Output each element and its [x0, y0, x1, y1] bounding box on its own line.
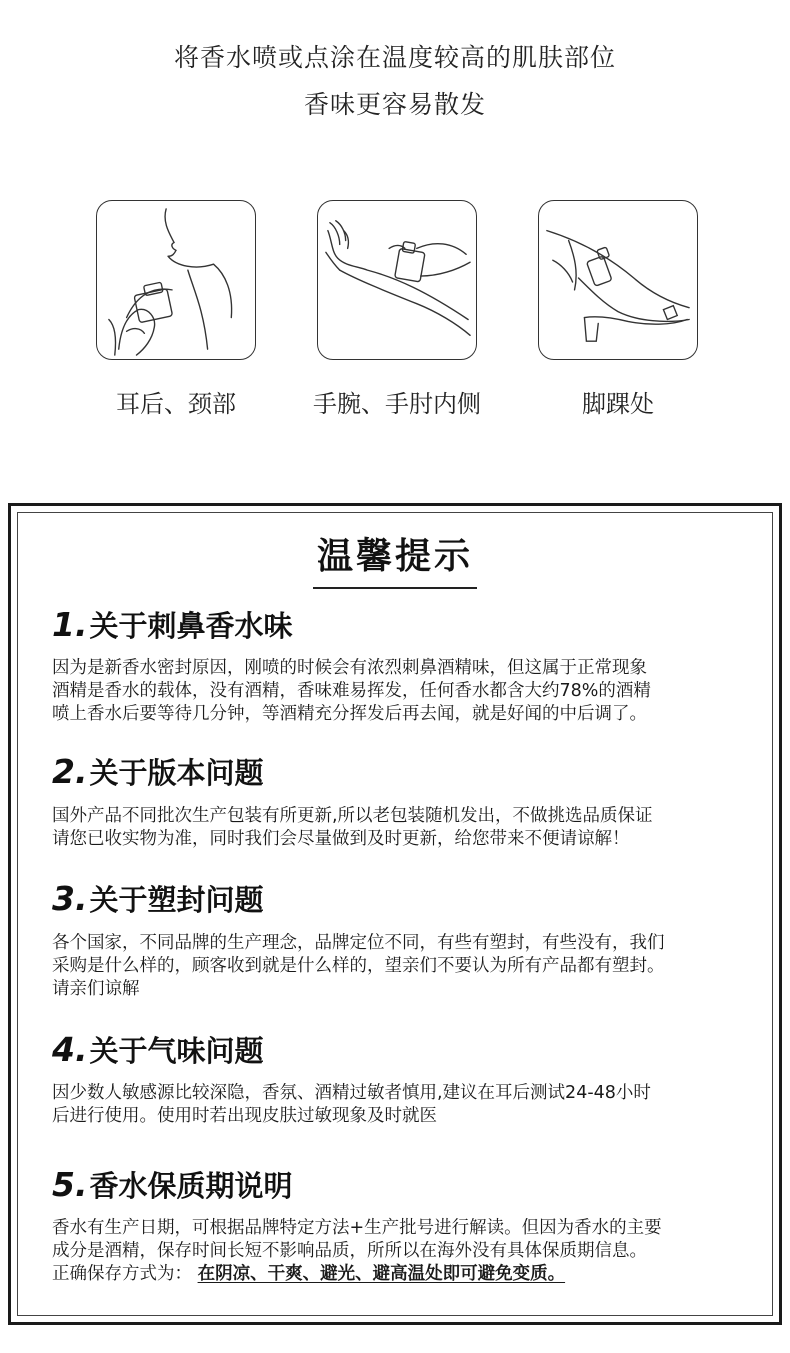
intro-line-1: 将香水喷或点涂在温度较高的肌肤部位	[173, 43, 616, 72]
section-1-line-3: 喷上香水后要等待几分钟，等酒精充分挥发后再去闻，就是好闻的中后调了。	[52, 704, 647, 724]
section-3-title: 关于塑封问题	[89, 883, 264, 917]
section-4-body	[52, 1082, 764, 1128]
caption-ear-neck: 耳后、颈部	[116, 390, 236, 418]
section-1-line-1: 因为是新香水密封原因，刚喷的时候会有浓烈刺鼻酒精味，但这属于正常现象	[52, 658, 647, 678]
ear-neck-icon	[97, 201, 255, 359]
section-2-line-2: 请您已收实物为准，同时我们会尽量做到及时更新，给您带来不便请谅解！	[52, 829, 630, 849]
section-5-line-1: 香水有生产日期，可根据品牌特定方法+生产批号进行解读。但因为香水的主要	[52, 1218, 662, 1238]
intro-line-2: 香味更容易散发	[303, 90, 486, 119]
section-5-number: 5.	[52, 1165, 88, 1204]
caption-wrist: 手腕、手肘内侧	[313, 390, 481, 418]
section-2-title: 关于版本问题	[89, 756, 264, 790]
storage-value: 在阴凉、干爽、避光、避高温处即可避免变质。	[197, 1264, 566, 1284]
section-4-title: 关于气味问题	[89, 1034, 264, 1068]
ear-neck-illustration	[96, 200, 256, 360]
section-4-line-2: 后进行使用。使用时若出现皮肤过敏现象及时就医	[52, 1106, 437, 1126]
ankle-icon	[539, 201, 697, 359]
caption-ankle: 脚踝处	[582, 390, 654, 418]
notice-title	[0, 528, 790, 589]
section-1-heading	[52, 604, 293, 645]
section-2-number: 2.	[52, 752, 88, 791]
section-3-line-1: 各个国家，不同品牌的生产理念，品牌定位不同，有些有塑封，有些没有，我们	[52, 933, 665, 953]
section-3-line-2: 采购是什么样的，顾客收到就是什么样的，望亲们不要认为所有产品都有塑封。	[52, 956, 665, 976]
section-3-body	[52, 932, 764, 1001]
section-2-body	[52, 805, 764, 851]
section-3-heading	[52, 878, 264, 919]
ankle-illustration	[538, 200, 698, 360]
storage-line	[52, 1263, 764, 1286]
wrist-icon	[318, 201, 476, 359]
section-1-body	[52, 657, 764, 726]
section-4-heading	[52, 1029, 264, 1070]
section-1-line-2: 酒精是香水的载体，没有酒精，香味难易挥发，任何香水都含大约78%的酒精	[52, 681, 651, 701]
section-2-line-1: 国外产品不同批次生产包装有所更新,所以老包装随机发出，不做挑选品质保证	[52, 806, 653, 826]
storage-label: 正确保存方式为：	[52, 1264, 192, 1284]
section-4-number: 4.	[52, 1030, 88, 1069]
section-1-number: 1.	[52, 605, 88, 644]
section-3-number: 3.	[52, 879, 88, 918]
section-2-heading	[52, 751, 264, 792]
notice-title-text: 温馨提示	[313, 528, 477, 589]
section-5-body	[52, 1217, 764, 1286]
section-3-line-3: 请亲们谅解	[52, 979, 140, 999]
section-5-heading	[52, 1164, 293, 1205]
wrist-illustration	[317, 200, 477, 360]
section-5-title: 香水保质期说明	[89, 1169, 293, 1203]
section-5-line-2: 成分是酒精，保存时间长短不影响品质，所所以在海外没有具体保质期信息。	[52, 1241, 647, 1261]
section-1-title: 关于刺鼻香水味	[89, 609, 293, 643]
section-4-line-1: 因少数人敏感源比较深隐，香氛、酒精过敏者慎用,建议在耳后测试24-48小时	[52, 1083, 651, 1103]
